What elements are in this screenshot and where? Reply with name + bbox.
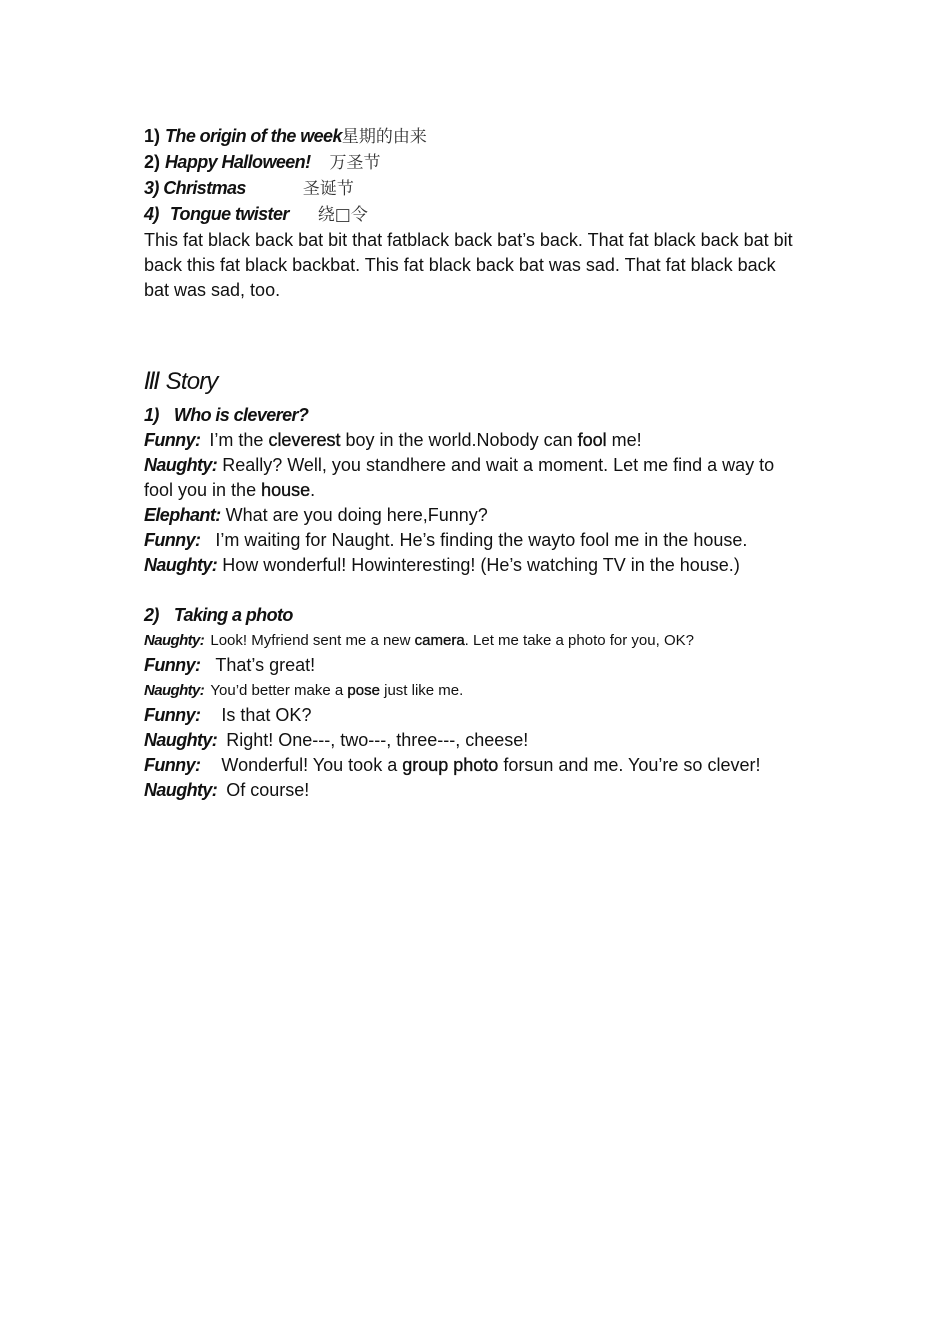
topic-title: The origin of the week [165, 126, 342, 146]
speaker-name: Elephant: [144, 505, 221, 525]
dialogue-line [144, 703, 824, 728]
topic-title: Happy Halloween! [165, 152, 311, 172]
dialogue-line [144, 728, 824, 753]
dialogue-text: That’s great! [215, 655, 316, 675]
dialogue-text: What are you doing here,Funny? [225, 505, 488, 525]
dialogue-line [144, 503, 824, 528]
topic-chinese: 绕□令 [317, 205, 368, 225]
dialogue-line [144, 778, 824, 803]
topic-number: 1) [144, 126, 161, 146]
topic-title: 3) Christmas [144, 178, 246, 198]
speaker-name: Funny: [144, 655, 201, 675]
keyword: fool [577, 430, 607, 450]
topic-title: Tongue twister [169, 204, 289, 224]
speaker-name: Naughty: [144, 632, 205, 649]
dialogue-line [144, 753, 824, 778]
dialogue-text: Of course! [226, 780, 310, 800]
speaker-name: Naughty: [144, 780, 218, 800]
dialogue-text: . Let me take a photo for you, OK? [464, 632, 694, 649]
dialogue-text: I’m the [209, 430, 269, 450]
speaker-name: Naughty: [144, 555, 218, 575]
dialogue-line [144, 653, 824, 678]
speaker-name: Funny: [144, 755, 201, 775]
story-title-text: Taking a photo [173, 605, 293, 625]
speaker-name: Naughty: [144, 730, 218, 750]
dialogue-text: Look! Myfriend sent me a new [210, 632, 415, 649]
topic-chinese: 圣诞节 [302, 179, 354, 199]
dialogue-line [144, 628, 824, 653]
story-title [144, 403, 824, 428]
topic-item [144, 202, 824, 228]
dialogue-text: boy in the world.Nobody can [340, 430, 578, 450]
story-number: 2) [144, 605, 159, 625]
speaker-name: Naughty: [144, 455, 218, 475]
story-title-text: Who is cleverer? [173, 405, 309, 425]
topic-number: 2) [144, 152, 161, 172]
keyword: cleverest [268, 430, 341, 450]
dialogue-text: forsun and me. You’re so clever! [498, 755, 761, 775]
dialogue-text: Really? Well, you standhere and wait a moment. Let me find a way to fool you in the [144, 455, 775, 500]
dialogue-text: . [310, 480, 316, 500]
story-number: 1) [144, 405, 159, 425]
speaker-name: Funny: [144, 705, 201, 725]
document-page [144, 124, 824, 803]
keyword: camera [414, 632, 465, 649]
story-title [144, 603, 824, 628]
topic-item [144, 124, 824, 150]
dialogue-line [144, 678, 824, 703]
topic-item [144, 176, 824, 202]
dialogue-line [144, 453, 804, 503]
keyword: group photo [402, 755, 499, 775]
topic-number: 4) [144, 204, 159, 224]
dialogue-text: You’d better make a [210, 682, 348, 699]
dialogue-text: Wonderful! You took a [221, 755, 403, 775]
dialogue-text: just like me. [379, 682, 464, 699]
dialogue-line [144, 553, 824, 578]
keyword: house [261, 480, 311, 500]
keyword: pose [347, 682, 380, 699]
spacer [144, 578, 824, 603]
tongue-twister-text: This fat black back bat bit that fatblack back bat’s back. That fat black back bat bit back this fat black backbat. This fat black back bat was sad. That fat black back bat was sad, too. [144, 230, 793, 300]
topic-chinese: 万圣节 [329, 153, 381, 173]
dialogue-text: Is that OK? [221, 705, 312, 725]
topic-item [144, 150, 824, 176]
speaker-name: Funny: [144, 430, 201, 450]
dialogue-text: How wonderful! Howinteresting! (He’s watching TV in the house.) [222, 555, 740, 575]
section-heading: Ⅲ Story [144, 368, 218, 395]
topic-chinese: 星期的由来 [341, 127, 427, 147]
dialogue-line [144, 528, 824, 553]
speaker-name: Funny: [144, 530, 201, 550]
dialogue-text: Right! One---, two---, three---, cheese! [226, 730, 529, 750]
speaker-name: Naughty: [144, 682, 205, 699]
dialogue-line [144, 428, 824, 453]
dialogue-text: I’m waiting for Naught. He’s finding the wayto fool me in the house. [215, 530, 748, 550]
dialogue-text: me! [606, 430, 642, 450]
